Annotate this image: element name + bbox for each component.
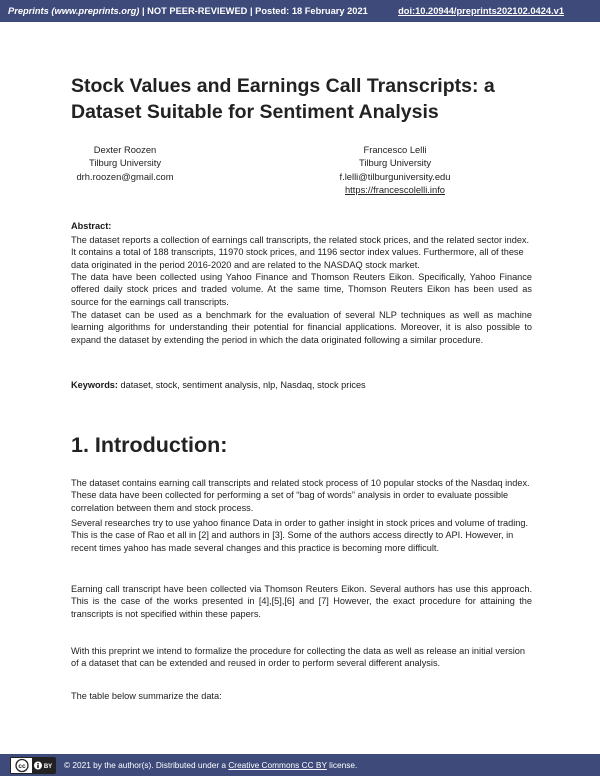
- cc-by-badge[interactable]: [10, 757, 56, 774]
- intro-paragraph-3: Earning call transcript have been collected via Thomson Reuters Eikon. Several authors has use this approach. This is the case of the works presented in [4],[5],[6] and [7] However, the exact procedure for attaining the transcripts is not specified within these papers.: [71, 584, 532, 619]
- abstract-heading: Abstract:: [71, 221, 112, 231]
- preprint-header-bar: [0, 0, 600, 22]
- author-name: Francesco Lelli: [363, 144, 427, 155]
- header-info: [8, 6, 368, 16]
- intro-paragraph-4: With this preprint we intend to formalize the procedure for collecting the data as well as release an initial version of a dataset that can be extended and reused in order to perform several different analysis.: [71, 646, 525, 669]
- review-status: NOT PEER-REVIEWED: [147, 6, 248, 16]
- doi-link[interactable]: doi:10.20944/preprints202102.0424.v1: [398, 6, 564, 16]
- keywords: [71, 380, 366, 390]
- posted-date: Posted: 18 February 2021: [255, 6, 368, 16]
- author-website-link[interactable]: https://francescolelli.info: [344, 183, 446, 195]
- copyright-suffix: license.: [326, 760, 358, 770]
- author-affiliation: Tilburg University: [358, 157, 432, 169]
- author-email[interactable]: f.lelli@tilburguniversity.edu: [339, 170, 451, 182]
- introduction-heading: 1. Introduction:: [71, 433, 228, 457]
- svg-text:BY: BY: [43, 764, 53, 770]
- cc-by-icon: [11, 758, 55, 773]
- intro-paragraph-5: The table below summarize the data:: [71, 691, 222, 701]
- abstract-paragraph-3: The dataset can be used as a benchmark for the evaluation of several NLP techniques as well as machine learning algorithms for understanding their potential for financial applications. Moreover, it is also possible to expand the dataset by extending the period in which the data originated following a similar procedure.: [71, 310, 532, 345]
- license-link[interactable]: Creative Commons CC BY: [228, 760, 327, 770]
- author-block-2: [305, 143, 485, 196]
- abstract-paragraph-2: The data have been collected using Yahoo Finance and Thomson Reuters Eikon. Specifically, Yahoo Finance offered daily stock prices and traded volume. At the same time, Thomson Reuters Eikon has been used as source for the earnings call transcripts.: [71, 272, 532, 307]
- preprints-site-link[interactable]: Preprints (www.preprints.org): [8, 6, 140, 16]
- keywords-label: Keywords:: [71, 380, 118, 390]
- author-email[interactable]: drh.roozen@gmail.com: [76, 170, 174, 182]
- author-block-1: [60, 143, 190, 183]
- svg-text:cc: cc: [18, 763, 26, 770]
- license-text: [64, 760, 357, 770]
- intro-paragraph-2: Several researches try to use yahoo finance Data in order to gather insight in stock prices and volume of trading. This is the case of Rao et all in [2] and authors in [3]. Some of the authors access directly to API. However, in recent times yahoo has made several changes and this practice is becoming more difficult.: [71, 518, 529, 553]
- abstract-paragraph-1: The dataset reports a collection of earnings call transcripts, the related stock prices, and the related sector index. It contains a total of 188 transcripts, 11970 stock prices, and 1196 sector index values. Furthermore, all of these data originated in the period 2016-2020 and are related to the NASDAQ stock market.: [71, 235, 530, 270]
- header-separator: |: [247, 6, 256, 16]
- paper-title: Stock Values and Earnings Call Transcripts: a Dataset Suitable for Sentiment Analysis: [71, 75, 495, 123]
- keywords-text: dataset, stock, sentiment analysis, nlp, Nasdaq, stock prices: [117, 380, 366, 390]
- author-name: Dexter Roozen: [93, 144, 157, 155]
- author-affiliation: Tilburg University: [88, 157, 162, 169]
- intro-paragraph-1: The dataset contains earning call transcripts and related stock process of 10 popular stocks of the Nasdaq index. These data have been collected for performing a set of “bag of words” analysis in order to evaluate possible correlation between them and stock process.: [71, 478, 530, 513]
- copyright-prefix: © 2021 by the author(s). Distributed under a: [64, 760, 229, 770]
- license-footer-bar: [0, 754, 600, 776]
- header-separator: |: [139, 6, 148, 16]
